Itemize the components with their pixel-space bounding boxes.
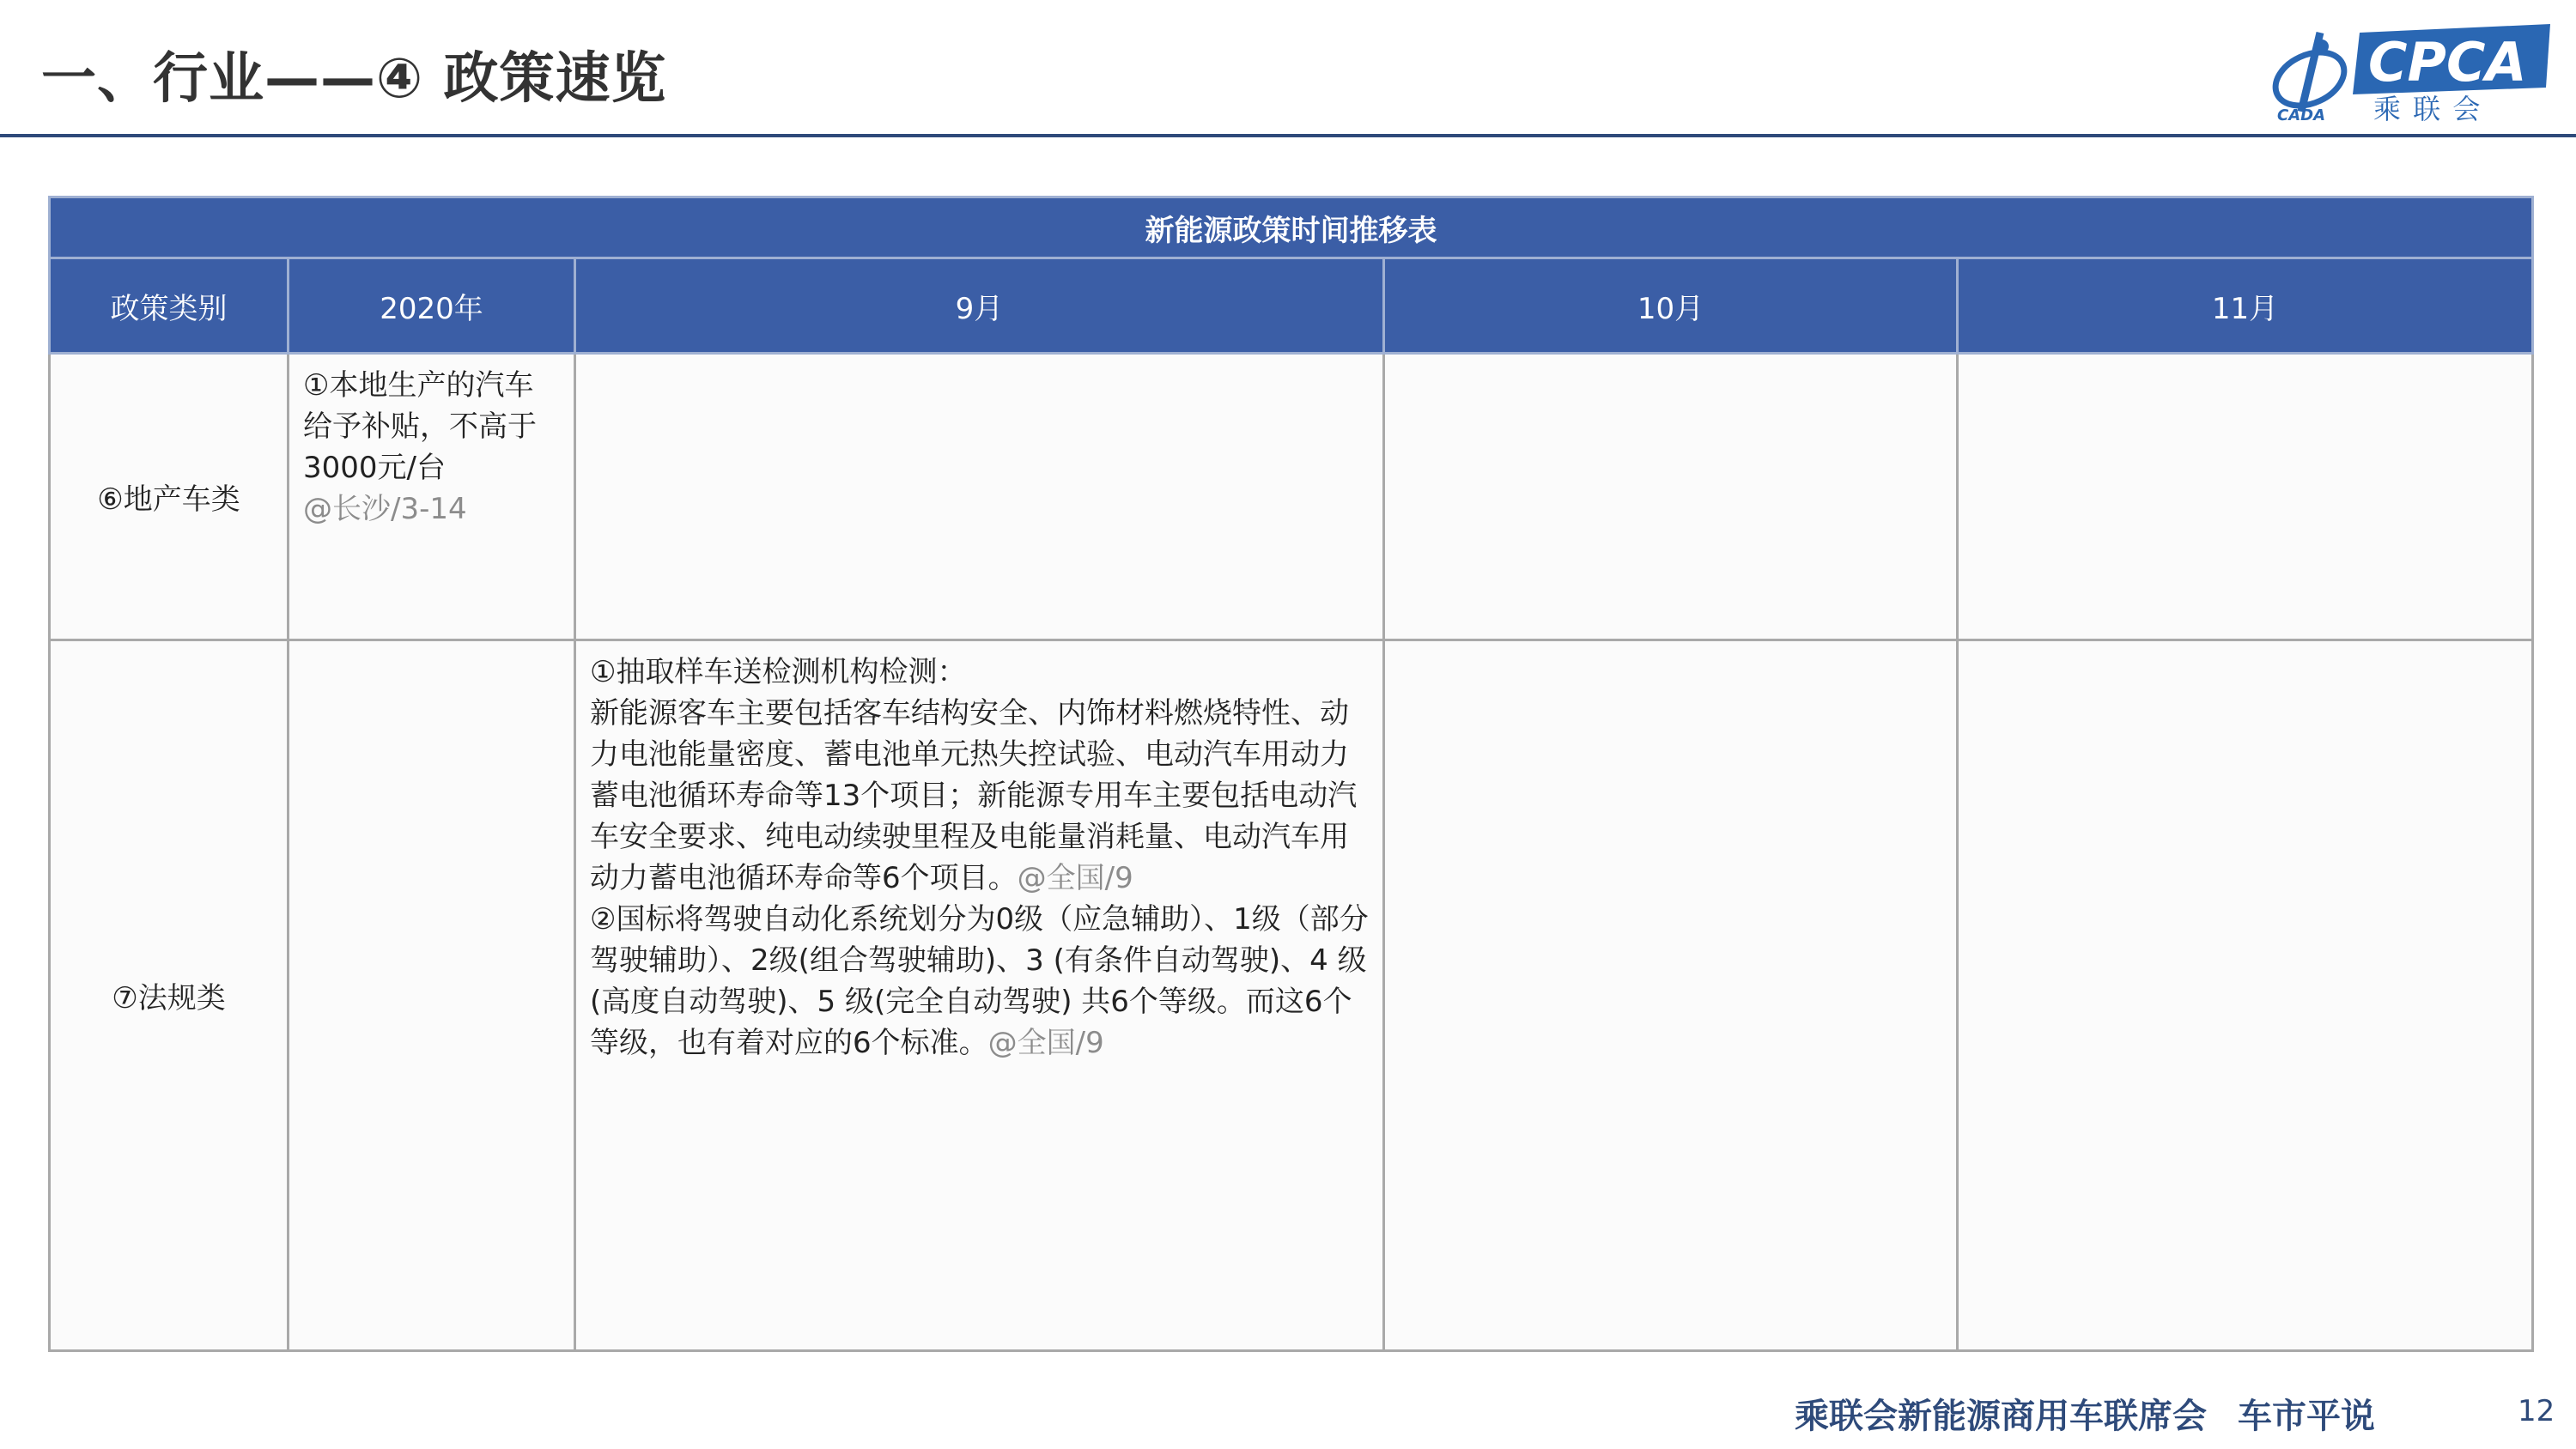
logo-sub-text: CADA (2277, 106, 2326, 124)
column-header-2020: 2020年 (289, 258, 575, 354)
column-header-sep: 9月 (575, 258, 1384, 354)
category-cell: ⑦法规类 (50, 640, 289, 1351)
column-header-oct: 10月 (1384, 258, 1958, 354)
policy-text: 新能源客车主要包括客车结构安全、内饰材料燃烧特性、动力电池能量密度、蓄电池单元热失控试验、电动汽车用动力蓄电池循环寿命等13个项目；新能源专用车主要包括电动汽车安全要求、纯电动续驶里程及电能量消耗量、电动汽车用动力蓄电池循环寿命等6个项目。 (590, 696, 1358, 895)
cpca-logo (2267, 17, 2559, 124)
footer-branding (1795, 1389, 2375, 1438)
policy-timeline-table (48, 196, 2534, 1352)
policy-cell-sep (575, 640, 1384, 1351)
policy-text: ①本地生产的汽车给予补贴，不高于3000元/台 (303, 368, 537, 485)
policy-text: ②国标将驾驶自动化系统划分为0级（应急辅助）、1级（部分驾驶辅助）、2级(组合驾驶辅助)、3 (有条件自动驾驶)、4 级(高度自动驾驶)、5 级(完全自动驾驶) 共6个等级。而这6个等级，也有着对应的6个标准。 (590, 902, 1369, 1060)
policy-entry (590, 652, 1369, 1064)
policy-source: @全国/9 (987, 1026, 1104, 1060)
logo-cn-text: 乘 联 会 (2373, 93, 2482, 124)
table-row-local-vehicle (50, 354, 2533, 640)
policy-text: ①抽取样车送检测机构检测： (590, 655, 967, 689)
policy-cell-2020 (289, 354, 575, 640)
policy-cell-sep (575, 354, 1384, 640)
page-number: 12 (2518, 1394, 2555, 1428)
policy-source: @全国/9 (1017, 861, 1133, 895)
policy-entry (303, 365, 560, 530)
footer-column: 车市平说 (2238, 1397, 2375, 1436)
policy-cell-nov (1958, 354, 2533, 640)
table-row-regulation (50, 640, 2533, 1351)
column-header-category: 政策类别 (50, 258, 289, 354)
policy-source: @长沙/3-14 (303, 492, 467, 526)
policy-cell-oct (1384, 640, 1958, 1351)
column-header-nov: 11月 (1958, 258, 2533, 354)
policy-cell-2020 (289, 640, 575, 1351)
header-divider (0, 134, 2576, 137)
category-cell: ⑥地产车类 (50, 354, 289, 640)
policy-cell-oct (1384, 354, 1958, 640)
table-caption: 新能源政策时间推移表 (50, 197, 2533, 258)
footer-org: 乘联会新能源商用车联席会 (1795, 1397, 2207, 1436)
policy-cell-nov (1958, 640, 2533, 1351)
slide-title: 一、行业——④ 政策速览 (41, 47, 667, 111)
logo-brand-text: CPCA (2368, 31, 2527, 94)
